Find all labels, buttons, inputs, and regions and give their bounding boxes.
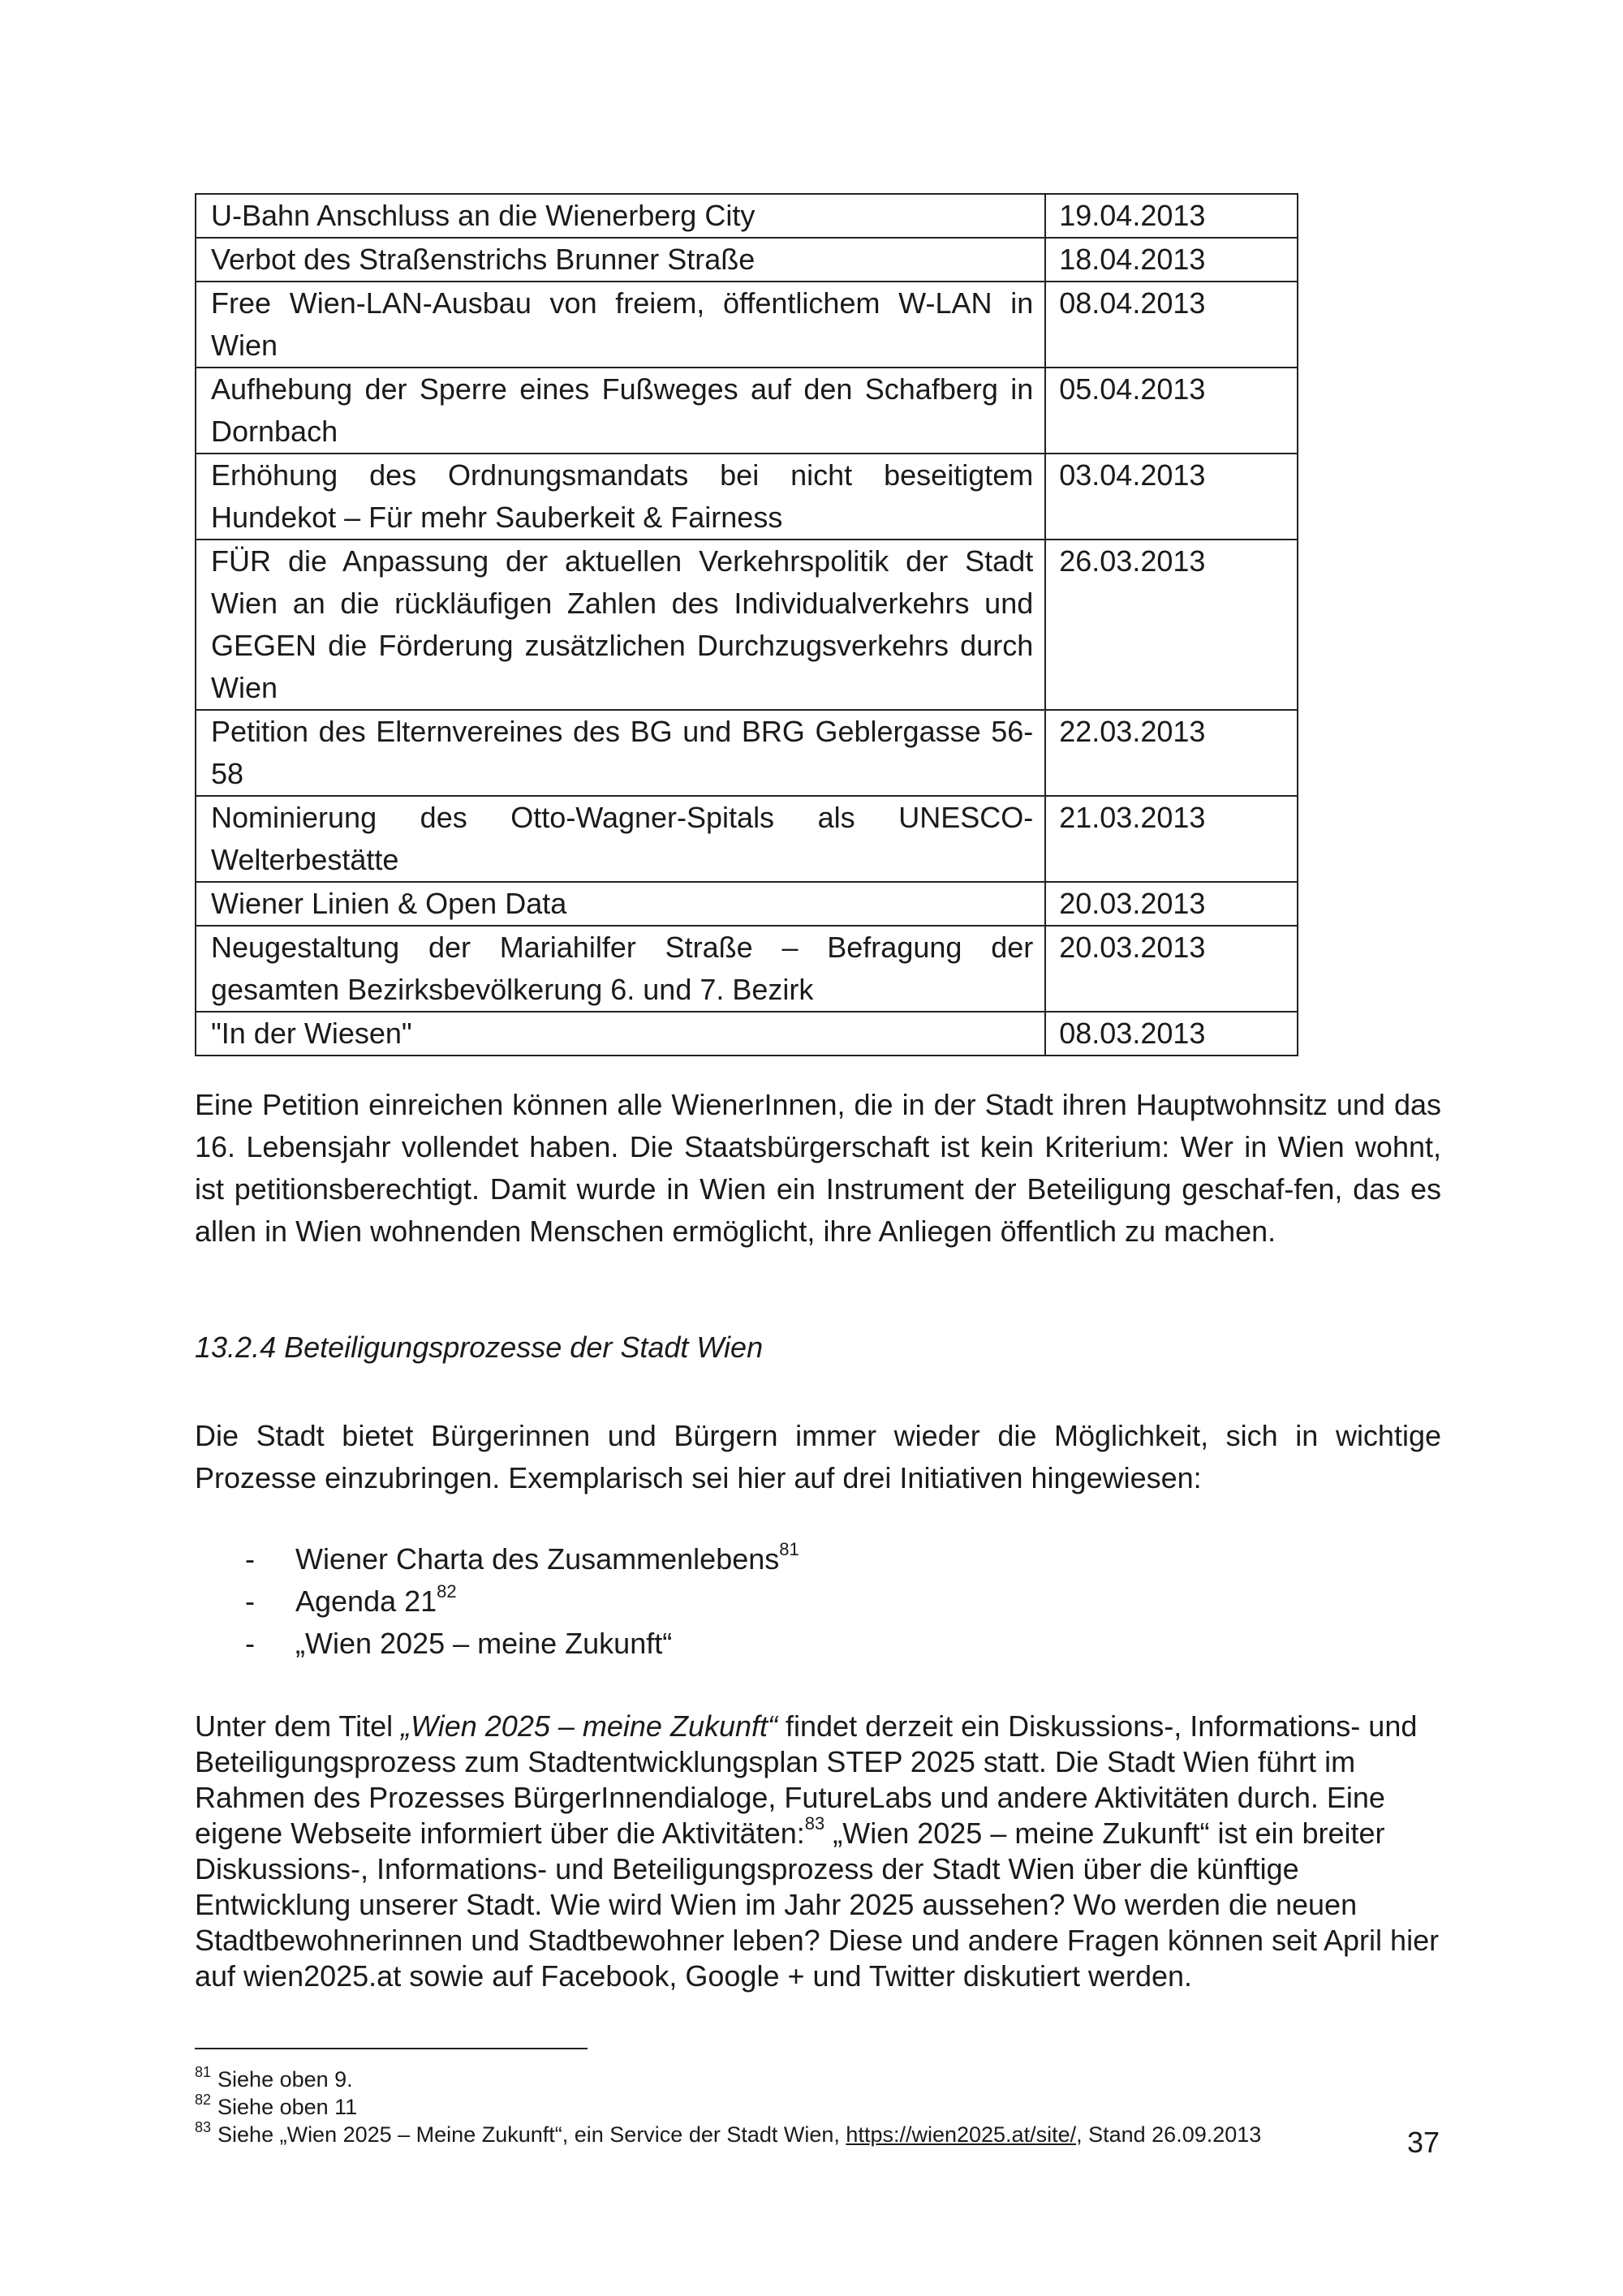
list-item: - Wiener Charta des Zusammenlebens$^{81}$ [245,1539,799,1576]
table-row [196,194,1298,238]
petition-title: U-Bahn Anschluss an die Wienerberg City [196,194,1045,238]
table-row [196,926,1298,1012]
petition-date: 18.04.2013 [1045,238,1298,282]
footnote-83: $^{83}$ Siehe „Wien 2025 – Meine Zukunft“, ein Service der Stadt Wien, https://wien2025.at/site/, Stand 26.09.2013 [195,2119,1262,2147]
petition-date: 08.04.2013 [1045,282,1298,368]
list-item: - „Wien 2025 – meine Zukunft“ [245,1627,673,1660]
petition-date: 03.04.2013 [1045,454,1298,540]
petition-date: 05.04.2013 [1045,368,1298,454]
footnote-ref[interactable]: 81 [779,1539,799,1559]
petition-title: Nominierung des Otto-Wagner-Spitals als UNESCO-Welterbestätte [196,796,1045,882]
table-row [196,238,1298,282]
table-row [196,282,1298,368]
table-row [196,796,1298,882]
table-row [196,368,1298,454]
petition-date: 26.03.2013 [1045,540,1298,710]
petition-title: Petition des Elternvereines des BG und BRG Geblergasse 56-58 [196,710,1045,796]
petition-date: 19.04.2013 [1045,194,1298,238]
page-number: 37 [1406,2126,1440,2159]
petition-date: 22.03.2013 [1045,710,1298,796]
footnote-ref[interactable]: 83 [804,1813,825,1834]
initiatives-list [195,1538,799,1665]
table-row [196,882,1298,926]
footnote-ref[interactable]: 82 [437,1581,457,1602]
petition-title: Wiener Linien & Open Data [196,882,1045,926]
petition-title: Free Wien-LAN-Ausbau von freiem, öffentlichem W-LAN in Wien [196,282,1045,368]
list-item: - Agenda $21^{82}$ [245,1581,457,1618]
petition-title: Neugestaltung der Mariahilfer Straße – Befragung der gesamten Bezirksbevölkerung 6. und 7. Bezirk [196,926,1045,1012]
paragraph-wien-2025: Unter dem Titel „Wien 2025 – meine Zukunft“ findet derzeit ein Diskussions-, Informations- und Beteiligungsprozess zum Stadtentwicklungsplan STEP 2025 statt. Die Stadt Wien führt im Rahmen des Prozesses BürgerInnendialoge, FutureLabs und andere Aktivitäten durch. Eine eigene Webseite informiert über die Aktivitäten:$^{83}$ „Wien 2025 – meine Zukunft“ ist ein breiter Diskussions-, Informations- und Beteiligungsprozess der Stadt Wien über die künftige Entwicklung unserer Stadt. Wie wird Wien im Jahr 2025 aussehen? Wo werden die neuen Stadtbewohnerinnen und Stadtbewohner leben? Diese und andere Fragen können seit April hier auf wien2025.at sowie auf Facebook, Google + und Twitter diskutiert werden. [195,1709,1440,1993]
petition-title: Erhöhung des Ordnungsmandats bei nicht beseitigtem Hundekot – Für mehr Sauberkeit & Fairness [196,454,1045,540]
petition-table [195,193,1298,1056]
footnote-82: $^{82}$ Siehe oben 11 [195,2092,358,2119]
petition-date: 20.03.2013 [1045,882,1298,926]
paragraph-petition-eligibility: Eine Petition einreichen können alle WienerInnen, die in der Stadt ihren Hauptwohnsitz und das 16. Lebensjahr vollendet haben. Die Staatsbürgerschaft ist kein Kriterium: Wer in Wien wohnt, ist petitionsberechtigt. Damit wurde in Wien ein Instrument der Beteiligung geschaf-fen, das es allen in Wien wohnenden Menschen ermöglicht, ihre Anliegen öffentlich zu machen. [195,1088,1441,1248]
petition-title: "In der Wiesen" [196,1012,1045,1056]
petition-date: 20.03.2013 [1045,926,1298,1012]
petition-title: Verbot des Straßenstrichs Brunner Straße [196,238,1045,282]
petition-title: FÜR die Anpassung der aktuellen Verkehrspolitik der Stadt Wien an die rückläufigen Zahlen des Individualverkehrs und GEGEN die Förderung zusätzlichen Durchzugsverkehrs durch Wien [196,540,1045,710]
petition-title: Aufhebung der Sperre eines Fußweges auf den Schafberg in Dornbach [196,368,1045,454]
table-row [196,540,1298,710]
table-row [196,1012,1298,1056]
table-row [196,710,1298,796]
section-heading: 13.2.4 Beteiligungsprozesse der Stadt Wien [195,1331,764,1364]
footnote-81: $^{81}$ Siehe oben 9. [195,2064,353,2092]
paragraph-participation-intro: Die Stadt bietet Bürgerinnen und Bürgern immer wieder die Möglichkeit, sich in wichtige Prozesse einzubringen. Exemplarisch sei hier auf drei Initiativen hingewiesen: [195,1419,1441,1494]
petition-date: 21.03.2013 [1045,796,1298,882]
wien-2025-title: „Wien 2025 – meine Zukunft“ [401,1709,777,1743]
footnotes [195,2066,1261,2148]
wien2025-link[interactable]: https://wien2025.at/site/ [846,2122,1077,2147]
table-row [196,454,1298,540]
footnote-separator [195,2048,588,2049]
petition-date: 08.03.2013 [1045,1012,1298,1056]
